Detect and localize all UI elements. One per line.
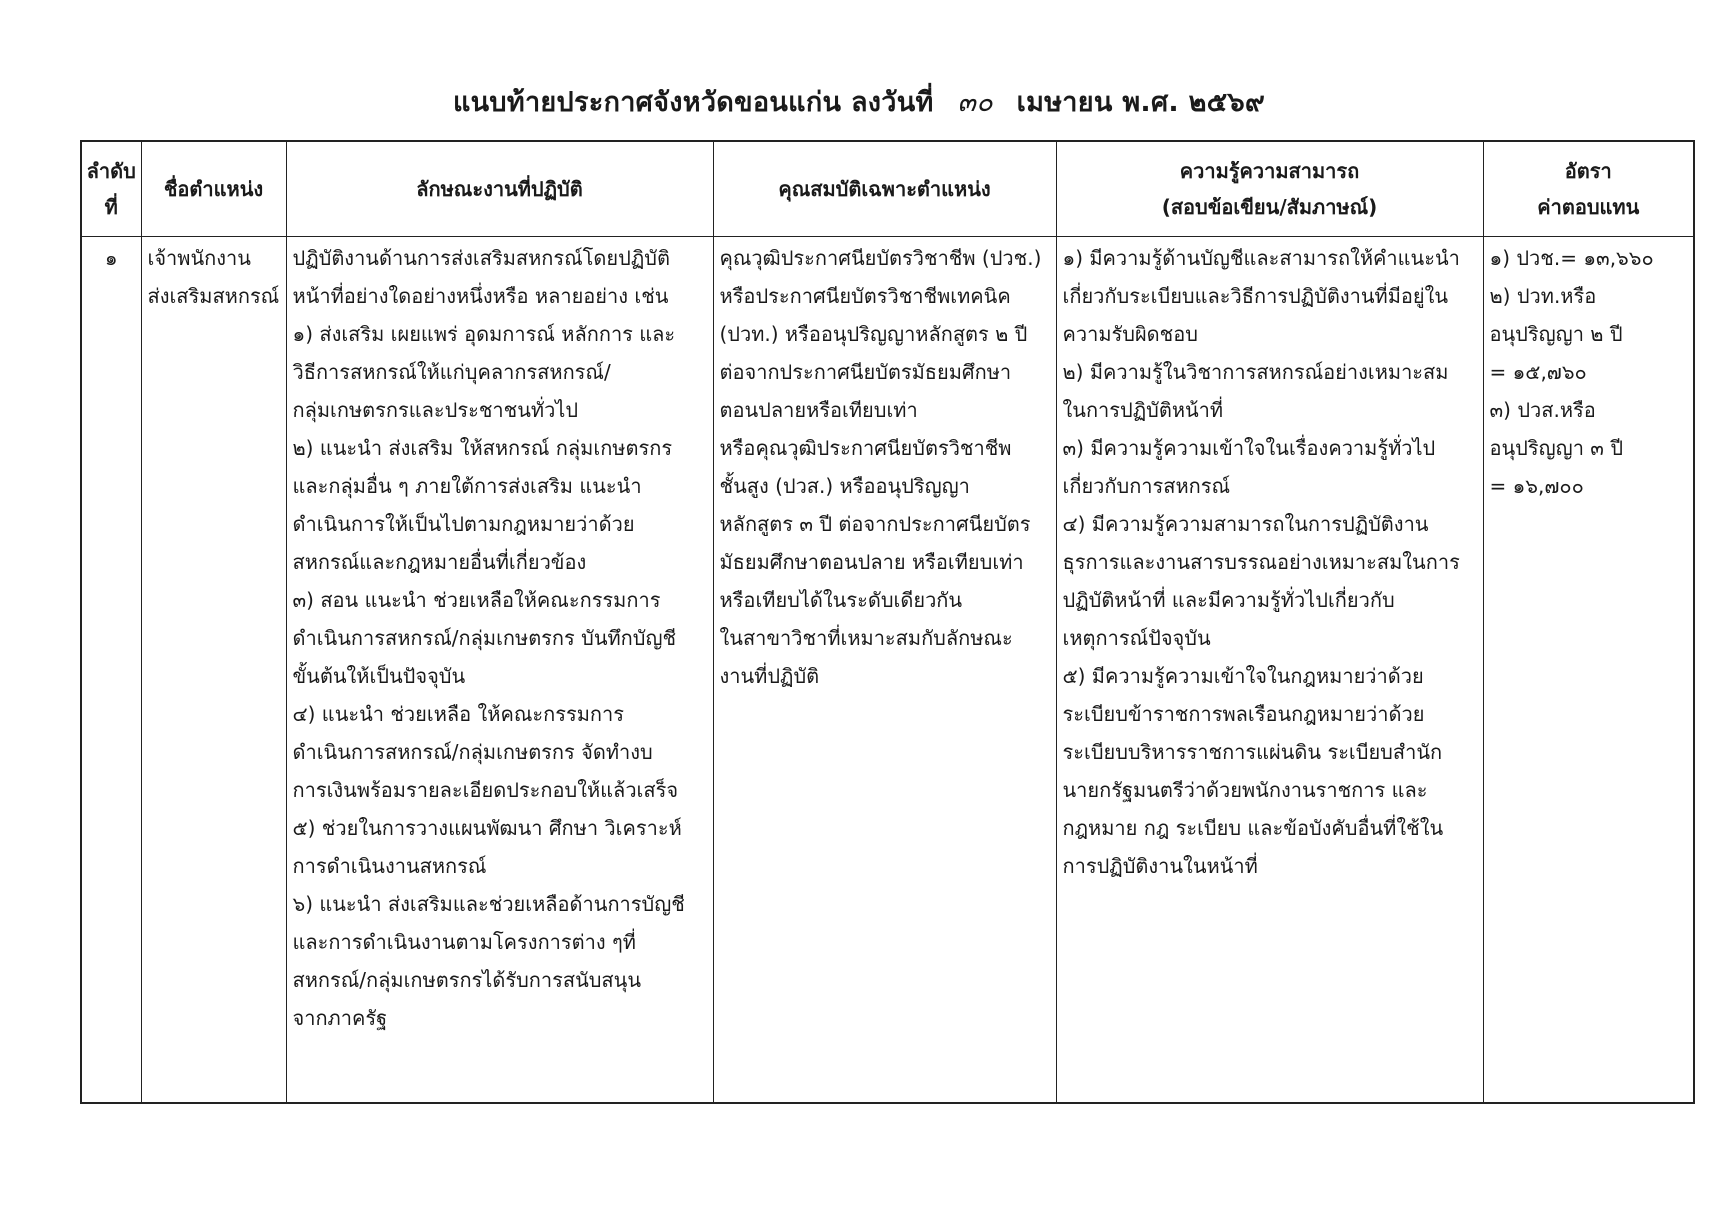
title-suffix: เมษายน พ.ศ. ๒๕๖๙ xyxy=(1016,87,1266,118)
cell-no: ๑ xyxy=(81,237,141,1104)
header-duties: ลักษณะงานที่ปฏิบัติ xyxy=(286,141,713,237)
header-qualifications: คุณสมบัติเฉพาะตำแหน่ง xyxy=(713,141,1056,237)
header-knowledge: ความรู้ความสามารถ (สอบข้อเขียน/สัมภาษณ์) xyxy=(1056,141,1483,237)
page-title xyxy=(0,80,1718,123)
header-position: ชื่อตำแหน่ง xyxy=(141,141,286,237)
cell-duties: ปฏิบัติงานด้านการส่งเสริมสหกรณ์โดยปฏิบัติ หน้าที่อย่างใดอย่างหนึ่งหรือ หลายอย่าง เช่น ๑) ส่งเสริม เผยแพร่ อุดมการณ์ หลักการ และ วิธีการสหกรณ์ให้แก่บุคลากรสหกรณ์/ กลุ่มเกษตรกรและประชาชนทั่วไป ๒) แนะนำ ส่งเสริม ให้สหกรณ์ กลุ่มเกษตรกร และกลุ่มอื่น ๆ ภายใต้การส่งเสริม แนะนำ ดำเนินการให้เป็นไปตามกฎหมายว่าด้วย สหกรณ์และกฎหมายอื่นที่เกี่ยวข้อง ๓) สอน แนะนำ ช่วยเหลือให้คณะกรรมการ ดำเนินการสหกรณ์/กลุ่มเกษตรกร บันทึกบัญชี ขั้นต้นให้เป็นปัจจุบัน ๔) แนะนำ ช่วยเหลือ ให้คณะกรรมการ ดำเนินการสหกรณ์/กลุ่มเกษตรกร จัดทำงบ การเงินพร้อมรายละเอียดประกอบให้แล้วเสร็จ ๕) ช่วยในการวางแผนพัฒนา ศึกษา วิเคราะห์ การดำเนินงานสหกรณ์ ๖) แนะนำ ส่งเสริมและช่วยเหลือด้านการบัญชี และการดำเนินงานตามโครงการต่าง ๆที่ สหกรณ์/กลุ่มเกษตรกรได้รับการสนับสนุน จากภาครัฐ xyxy=(286,237,713,1104)
table-row xyxy=(81,237,1694,1104)
cell-position: เจ้าพนักงาน ส่งเสริมสหกรณ์ xyxy=(141,237,286,1104)
cell-pay: ๑) ปวช.= ๑๓,๖๖๐ ๒) ปวท.หรือ อนุปริญญา ๒ ปี = ๑๕,๗๖๐ ๓) ปวส.หรือ อนุปริญญา ๓ ปี = ๑๖,๗๐๐ xyxy=(1483,237,1694,1104)
header-no: ลำดับ ที่ xyxy=(81,141,141,237)
header-row xyxy=(81,141,1694,237)
title-day: ๓๐ xyxy=(957,87,993,118)
cell-qualifications: คุณวุฒิประกาศนียบัตรวิชาชีพ (ปวช.) หรือประกาศนียบัตรวิชาชีพเทคนิค (ปวท.) หรืออนุปริญญาหลักสูตร ๒ ปี ต่อจากประกาศนียบัตรมัธยมศึกษา ตอนปลายหรือเทียบเท่า หรือคุณวุฒิประกาศนียบัตรวิชาชีพ ชั้นสูง (ปวส.) หรืออนุปริญญา หลักสูตร ๓ ปี ต่อจากประกาศนียบัตร มัธยมศึกษาตอนปลาย หรือเทียบเท่า หรือเทียบได้ในระดับเดียวกัน ในสาขาวิชาที่เหมาะสมกับลักษณะ งานที่ปฏิบัติ xyxy=(713,237,1056,1104)
positions-table xyxy=(80,140,1695,1104)
header-pay: อัตรา ค่าตอบแทน xyxy=(1483,141,1694,237)
cell-knowledge: ๑) มีความรู้ด้านบัญชีและสามารถให้คำแนะนำ เกี่ยวกับระเบียบและวิธีการปฏิบัติงานที่มีอยู่ใน ความรับผิดชอบ ๒) มีความรู้ในวิชาการสหกรณ์อย่างเหมาะสม ในการปฏิบัติหน้าที่ ๓) มีความรู้ความเข้าใจในเรื่องความรู้ทั่วไป เกี่ยวกับการสหกรณ์ ๔) มีความรู้ความสามารถในการปฏิบัติงาน ธุรการและงานสารบรรณอย่างเหมาะสมในการ ปฏิบัติหน้าที่ และมีความรู้ทั่วไปเกี่ยวกับ เหตุการณ์ปัจจุบัน ๕) มีความรู้ความเข้าใจในกฎหมายว่าด้วย ระเบียบข้าราชการพลเรือนกฎหมายว่าด้วย ระเบียบบริหารราชการแผ่นดิน ระเบียบสำนัก นายกรัฐมนตรีว่าด้วยพนักงานราชการ และ กฎหมาย กฎ ระเบียบ และข้อบังคับอื่นที่ใช้ใน การปฏิบัติงานในหน้าที่ xyxy=(1056,237,1483,1104)
title-prefix: แนบท้ายประกาศจังหวัดขอนแก่น ลงวันที่ xyxy=(452,87,934,118)
